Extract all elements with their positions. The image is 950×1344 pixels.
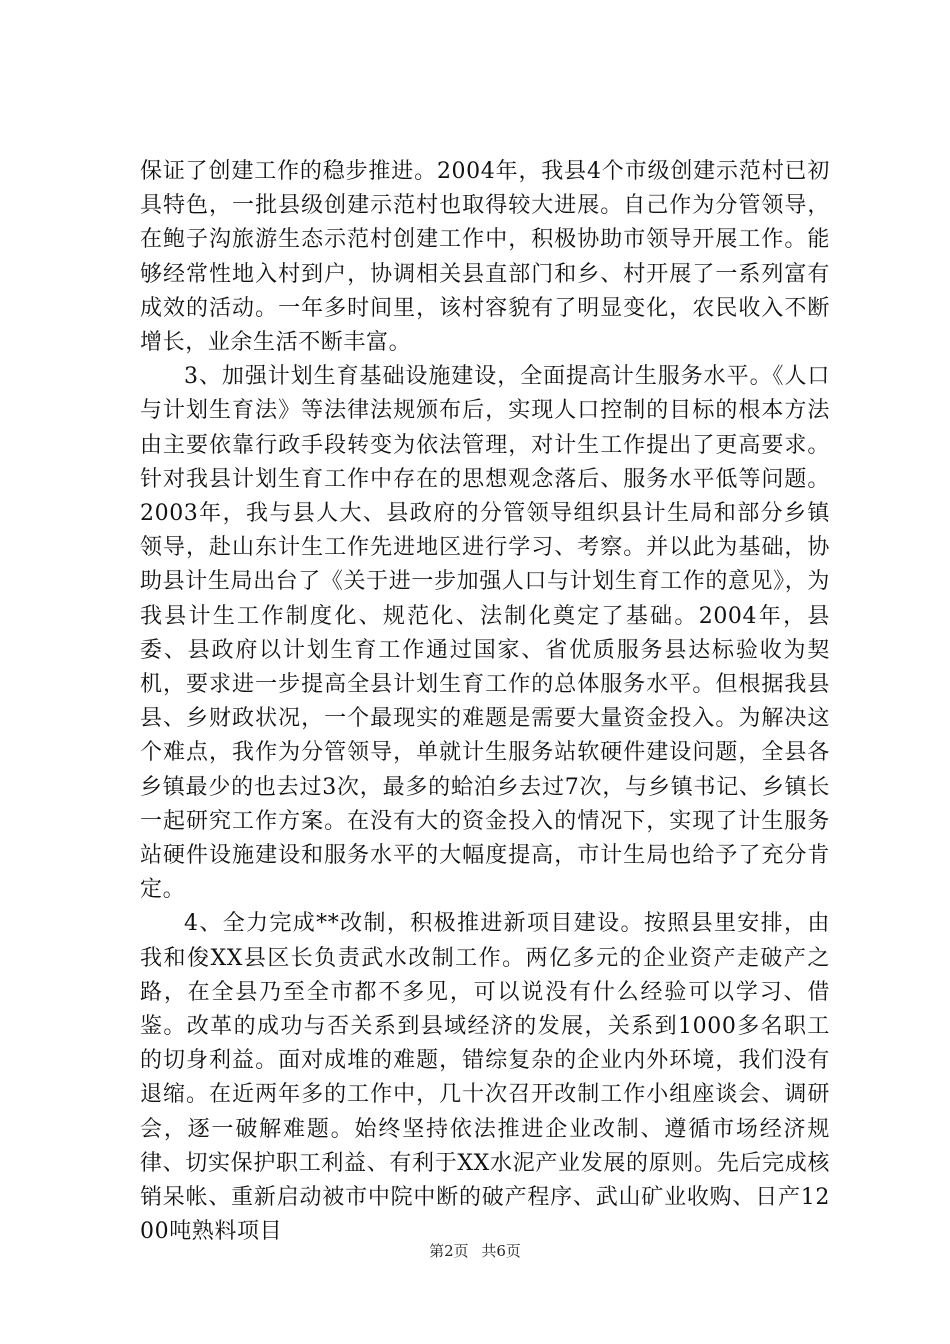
paragraph-3: 4、全力完成**改制，积极推进新项目建设。按照县里安排，由我和俊XX县区长负责武水改制工作。两亿多元的企业资产走破产之路，在全县乃至全市都不多见，可以说没有什么经验可以学习、借鉴。改革的成功与否关系到县域经济的发展，关系到1000多名职工的切身利益。面对成堆的难题，错综复杂的企业内外环境，我们没有退缩。在近两年多的工作中，几十次召开改制工作小组座谈会、调研会，逐一破解难题。始终坚持依法推进企业改制、遵循市场经济规律、切实保护职工利益、有利于XX水泥产业发展的原则。先后完成核销呆帐、重新启动被市中院中断的破产程序、武山矿业收购、日产1200吨熟料项目 [140,911,830,1245]
page-number: 第2页 [429,1242,469,1260]
document-body [140,155,830,1250]
page-total: 共6页 [481,1242,521,1260]
paragraph-2: 3、加强计划生育基础设施建设，全面提高计生服务水平。《人口与计划生育法》等法律法规颁布后，实现人口控制的目标的根本方法由主要依靠行政手段转变为依法管理，对计生工作提出了更高要求。针对我县计划生育工作中存在的思想观念落后、服务水平低等问题。2003年，我与县人大、县政府的分管领导组织县计生局和部分乡镇领导，赴山东计生工作先进地区进行学习、考察。并以此为基础，协助县计生局出台了《关于进一步加强人口与计划生育工作的意见》，为我县计生工作制度化、规范化、法制化奠定了基础。2004年，县委、县政府以计划生育工作通过国家、省优质服务县达标验收为契机，要求进一步提高全县计划生育工作的总体服务水平。但根据我县县、乡财政状况，一个最现实的难题是需要大量资金投入。为解决这个难点，我作为分管领导，单就计生服务站软硬件建设问题，全县各乡镇最少的也去过3次，最多的蛤泊乡去过7次，与乡镇书记、乡镇长一起研究工作方案。在没有大的资金投入的情况下，实现了计生服务站硬件设施建设和服务水平的大幅度提高，市计生局也给予了充分肯定。 [140,364,830,903]
page-footer [0,1240,950,1261]
paragraph-1: 保证了创建工作的稳步推进。2004年，我县4个市级创建示范村已初具特色，一批县级创建示范村也取得较大进展。自己作为分管领导，在鲍子沟旅游生态示范村创建工作中，积极协助市领导开展工作。能够经常性地入村到户，协调相关县直部门和乡、村开展了一系列富有成效的活动。一年多时间里，该村容貌有了明显变化，农民收入不断增长，业余生活不断丰富。 [140,159,830,356]
